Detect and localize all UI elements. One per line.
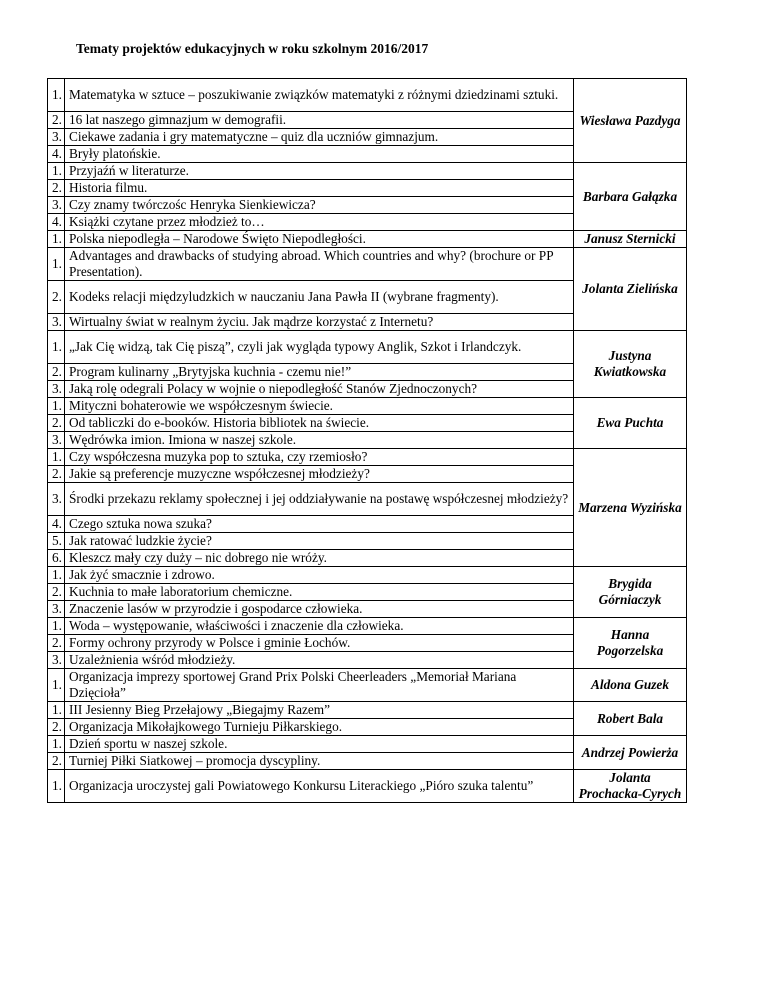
topic-text: Organizacja imprezy sportowej Grand Prix Polski Cheerleaders „Memoriał Mariana Dzięcioła” bbox=[65, 669, 574, 702]
topic-text: Jakie są preferencje muzyczne współczesnej młodzieży? bbox=[65, 466, 574, 483]
teacher-name: Jolanta Zielińska bbox=[574, 248, 687, 331]
table-row bbox=[48, 770, 687, 803]
table-row bbox=[48, 331, 687, 364]
topic-number: 2. bbox=[48, 584, 65, 601]
table-row bbox=[48, 398, 687, 415]
topic-text: „Jak Cię widzą, tak Cię piszą”, czyli jak wygląda typowy Anglik, Szkot i Irlandczyk. bbox=[65, 331, 574, 364]
teacher-name: Barbara Gałązka bbox=[574, 163, 687, 231]
topic-text: Program kulinarny „Brytyjska kuchnia - czemu nie!” bbox=[65, 364, 574, 381]
topic-number: 1. bbox=[48, 770, 65, 803]
teacher-name: Brygida Górniaczyk bbox=[574, 567, 687, 618]
table-row bbox=[48, 669, 687, 702]
topic-number: 3. bbox=[48, 197, 65, 214]
teacher-name: Ewa Puchta bbox=[574, 398, 687, 449]
teacher-name: Jolanta Prochacka-Cyrych bbox=[574, 770, 687, 803]
table-row bbox=[48, 449, 687, 466]
topic-number: 1. bbox=[48, 702, 65, 719]
topic-text: Jak ratować ludzkie życie? bbox=[65, 533, 574, 550]
topic-number: 2. bbox=[48, 753, 65, 770]
topic-text: Kleszcz mały czy duży – nic dobrego nie wróży. bbox=[65, 550, 574, 567]
projects-table bbox=[47, 78, 687, 803]
topic-text: Polska niepodległa – Narodowe Święto Niepodległości. bbox=[65, 231, 574, 248]
topic-number: 1. bbox=[48, 669, 65, 702]
topic-number: 2. bbox=[48, 635, 65, 652]
topic-text: Czy znamy twórczośc Henryka Sienkiewicza? bbox=[65, 197, 574, 214]
teacher-name: Andrzej Powierża bbox=[574, 736, 687, 770]
topic-text: Formy ochrony przyrody w Polsce i gminie Łochów. bbox=[65, 635, 574, 652]
topic-number: 2. bbox=[48, 364, 65, 381]
topic-text: Czy współczesna muzyka pop to sztuka, czy rzemiosło? bbox=[65, 449, 574, 466]
topic-number: 3. bbox=[48, 652, 65, 669]
topic-number: 3. bbox=[48, 314, 65, 331]
table-row bbox=[48, 736, 687, 753]
topic-text: 16 lat naszego gimnazjum w demografii. bbox=[65, 112, 574, 129]
table-row bbox=[48, 618, 687, 635]
topic-number: 6. bbox=[48, 550, 65, 567]
topic-number: 1. bbox=[48, 736, 65, 753]
topic-number: 2. bbox=[48, 281, 65, 314]
teacher-name: Hanna Pogorzelska bbox=[574, 618, 687, 669]
topic-text: Advantages and drawbacks of studying abroad. Which countries and why? (brochure or PP Presentation). bbox=[65, 248, 574, 281]
topic-number: 1. bbox=[48, 231, 65, 248]
topic-number: 1. bbox=[48, 567, 65, 584]
topic-number: 3. bbox=[48, 129, 65, 146]
teacher-name: Wiesława Pazdyga bbox=[574, 79, 687, 163]
topic-text: Uzależnienia wśród młodzieży. bbox=[65, 652, 574, 669]
table-row bbox=[48, 231, 687, 248]
topic-number: 3. bbox=[48, 432, 65, 449]
table-row bbox=[48, 79, 687, 112]
topic-text: Jak żyć smacznie i zdrowo. bbox=[65, 567, 574, 584]
topic-number: 1. bbox=[48, 618, 65, 635]
topic-text: Wędrówka imion. Imiona w naszej szkole. bbox=[65, 432, 574, 449]
topic-text: Środki przekazu reklamy społecznej i jej oddziaływanie na postawę współczesnej młodzieży? bbox=[65, 483, 574, 516]
topic-number: 3. bbox=[48, 381, 65, 398]
topic-number: 1. bbox=[48, 248, 65, 281]
topic-text: Bryły platońskie. bbox=[65, 146, 574, 163]
topic-number: 1. bbox=[48, 79, 65, 112]
topic-text: Matematyka w sztuce – poszukiwanie związków matematyki z różnymi dziedzinami sztuki. bbox=[65, 79, 574, 112]
topic-number: 5. bbox=[48, 533, 65, 550]
teacher-name: Justyna Kwiatkowska bbox=[574, 331, 687, 398]
teacher-name: Aldona Guzek bbox=[574, 669, 687, 702]
topic-number: 2. bbox=[48, 415, 65, 432]
document-title: Tematy projektów edukacyjnych w roku szkolnym 2016/2017 bbox=[76, 41, 429, 56]
table-row bbox=[48, 248, 687, 281]
topic-number: 2. bbox=[48, 719, 65, 736]
topic-number: 1. bbox=[48, 398, 65, 415]
topic-number: 2. bbox=[48, 466, 65, 483]
topic-text: III Jesienny Bieg Przełajowy „Biegajmy Razem” bbox=[65, 702, 574, 719]
topic-number: 1. bbox=[48, 163, 65, 180]
topic-number: 4. bbox=[48, 214, 65, 231]
topic-text: Mityczni bohaterowie we współczesnym świecie. bbox=[65, 398, 574, 415]
topic-number: 3. bbox=[48, 601, 65, 618]
topic-text: Organizacja Mikołajkowego Turnieju Piłkarskiego. bbox=[65, 719, 574, 736]
topic-text: Jaką rolę odegrali Polacy w wojnie o niepodległość Stanów Zjednoczonych? bbox=[65, 381, 574, 398]
topic-number: 1. bbox=[48, 449, 65, 466]
topic-number: 2. bbox=[48, 112, 65, 129]
topic-text: Woda – występowanie, właściwości i znaczenie dla człowieka. bbox=[65, 618, 574, 635]
topic-text: Historia filmu. bbox=[65, 180, 574, 197]
topic-text: Kuchnia to małe laboratorium chemiczne. bbox=[65, 584, 574, 601]
table-row bbox=[48, 702, 687, 719]
topic-text: Przyjaźń w literaturze. bbox=[65, 163, 574, 180]
topic-text: Kodeks relacji międzyludzkich w nauczaniu Jana Pawła II (wybrane fragmenty). bbox=[65, 281, 574, 314]
topic-text: Organizacja uroczystej gali Powiatowego Konkursu Literackiego „Pióro szuka talentu” bbox=[65, 770, 574, 803]
topic-number: 3. bbox=[48, 483, 65, 516]
table-row bbox=[48, 163, 687, 180]
topic-number: 4. bbox=[48, 146, 65, 163]
topic-text: Czego sztuka nowa szuka? bbox=[65, 516, 574, 533]
teacher-name: Marzena Wyzińska bbox=[574, 449, 687, 567]
teacher-name: Robert Bala bbox=[574, 702, 687, 736]
topic-number: 1. bbox=[48, 331, 65, 364]
topic-number: 2. bbox=[48, 180, 65, 197]
table-row bbox=[48, 567, 687, 584]
teacher-name: Janusz Sternicki bbox=[574, 231, 687, 248]
topic-text: Wirtualny świat w realnym życiu. Jak mądrze korzystać z Internetu? bbox=[65, 314, 574, 331]
topic-text: Turniej Piłki Siatkowej – promocja dyscypliny. bbox=[65, 753, 574, 770]
topic-text: Książki czytane przez młodzież to… bbox=[65, 214, 574, 231]
topic-text: Znaczenie lasów w przyrodzie i gospodarce człowieka. bbox=[65, 601, 574, 618]
topic-text: Ciekawe zadania i gry matematyczne – quiz dla uczniów gimnazjum. bbox=[65, 129, 574, 146]
topic-text: Dzień sportu w naszej szkole. bbox=[65, 736, 574, 753]
topic-number: 4. bbox=[48, 516, 65, 533]
topic-text: Od tabliczki do e-booków. Historia bibliotek na świecie. bbox=[65, 415, 574, 432]
